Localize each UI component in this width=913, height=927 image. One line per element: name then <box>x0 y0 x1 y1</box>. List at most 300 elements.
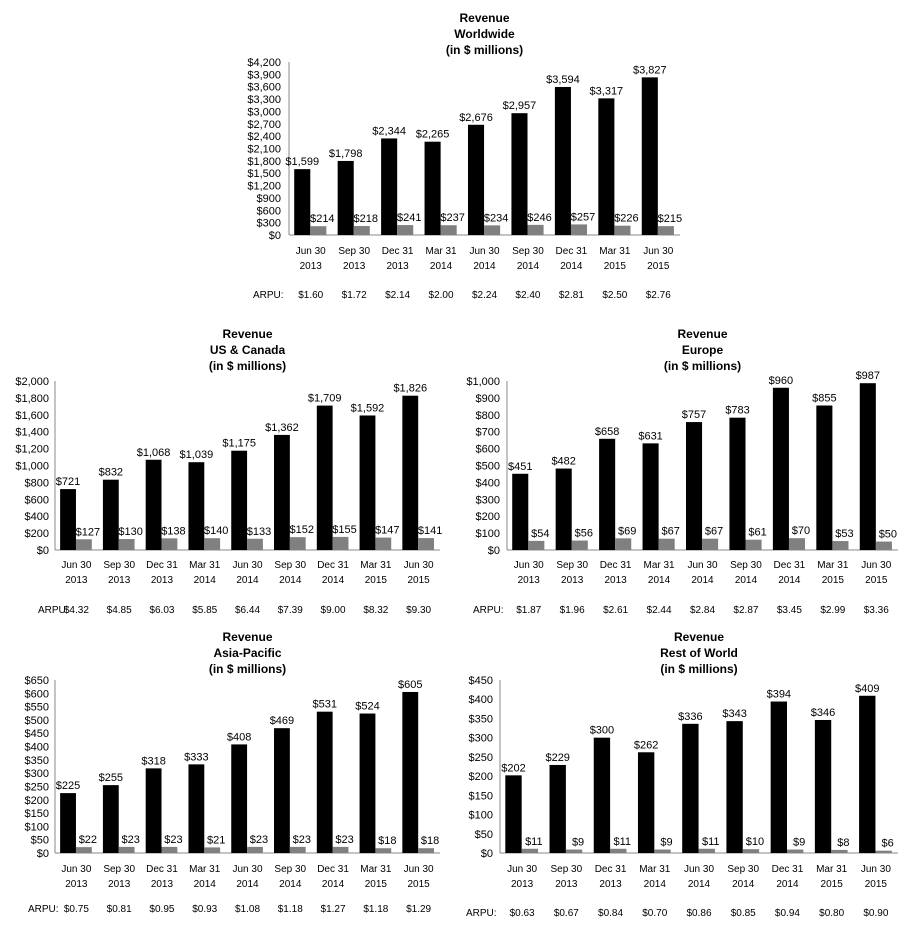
revenue-data-label: $202 <box>501 762 526 775</box>
x-tick-label: 2015 <box>647 261 670 272</box>
revenue-bar <box>773 388 789 550</box>
x-tick-label: Sep 30 <box>512 246 544 257</box>
y-tick-label: $1,600 <box>15 409 49 422</box>
x-tick-label: Jun 30 <box>683 864 715 875</box>
y-tick-label: $1,000 <box>15 460 49 473</box>
y-tick-label: $1,400 <box>15 426 49 439</box>
secondary-data-label: $237 <box>440 212 465 225</box>
y-tick-label: $100 <box>468 809 493 822</box>
revenue-data-label: $469 <box>269 715 295 728</box>
x-tick-label: 2014 <box>560 261 583 272</box>
revenue-data-label: $225 <box>55 780 81 793</box>
secondary-data-label: $18 <box>420 835 440 848</box>
secondary-data-label: $155 <box>332 523 357 536</box>
secondary-data-label: $257 <box>570 211 596 224</box>
x-tick-label: Jun 30 <box>687 560 718 571</box>
revenue-bar <box>511 113 527 235</box>
secondary-bar <box>290 847 306 853</box>
arpu-value: $2.14 <box>385 290 411 301</box>
y-tick-label: $1,800 <box>247 155 281 168</box>
x-tick-label: Sep 30 <box>274 560 307 571</box>
arpu-value: $2.87 <box>733 605 759 616</box>
x-tick-label: Mar 31 <box>817 560 849 571</box>
arpu-value: $1.18 <box>277 904 303 915</box>
y-tick-label: $200 <box>24 528 49 541</box>
y-tick-label: $350 <box>468 713 493 726</box>
y-tick-label: $800 <box>24 477 49 490</box>
x-tick-label: 2013 <box>561 575 584 586</box>
x-tick-label: 2013 <box>299 261 322 272</box>
secondary-bar <box>119 847 135 853</box>
x-tick-label: 2014 <box>279 575 302 586</box>
y-tick-label: $250 <box>468 751 493 764</box>
secondary-bar <box>528 541 544 550</box>
revenue-data-label: $2,265 <box>415 128 450 141</box>
revenue-data-label: $1,592 <box>350 402 385 415</box>
revenue-data-label: $408 <box>226 731 252 744</box>
secondary-data-label: $9 <box>793 836 806 849</box>
x-tick-label: 2014 <box>691 575 714 586</box>
y-tick-label: $400 <box>475 477 500 490</box>
chart-europe <box>466 327 898 616</box>
secondary-bar <box>699 849 715 853</box>
secondary-data-label: $23 <box>164 833 183 846</box>
y-tick-label: $450 <box>468 675 493 687</box>
arpu-label: ARPU: <box>253 290 284 301</box>
y-tick-label: $2,700 <box>247 118 281 131</box>
arpu-value: $0.93 <box>192 904 218 915</box>
revenue-bar <box>555 87 571 235</box>
secondary-bar <box>290 537 306 550</box>
y-tick-label: $400 <box>24 741 49 754</box>
revenue-bar <box>103 785 119 853</box>
secondary-bar <box>566 850 582 853</box>
revenue-bar <box>505 775 521 853</box>
x-tick-label: Dec 31 <box>599 560 632 571</box>
x-tick-label: 2015 <box>864 879 888 890</box>
revenue-bar <box>815 720 831 853</box>
x-tick-label: Jun 30 <box>61 560 92 571</box>
revenue-data-label: $1,068 <box>136 446 171 459</box>
secondary-bar <box>397 225 413 235</box>
y-tick-label: $600 <box>24 494 49 507</box>
secondary-bar <box>654 850 670 853</box>
arpu-value: $2.40 <box>515 290 541 301</box>
secondary-data-label: $53 <box>835 528 854 541</box>
secondary-bar <box>831 850 847 853</box>
x-tick-label: 2015 <box>407 879 430 890</box>
chart-title-line: (in $ millions) <box>208 662 287 676</box>
x-tick-label: Mar 31 <box>189 560 221 571</box>
x-tick-label: Mar 31 <box>639 864 671 875</box>
secondary-bar <box>659 539 675 550</box>
x-tick-label: Mar 31 <box>816 864 848 875</box>
secondary-bar <box>789 538 805 550</box>
x-tick-label: 2014 <box>778 575 801 586</box>
x-tick-label: 2013 <box>108 575 131 586</box>
secondary-bar <box>204 538 220 550</box>
secondary-data-label: $56 <box>574 527 593 540</box>
revenue-data-label: $1,798 <box>328 147 363 160</box>
secondary-bar <box>875 851 891 853</box>
arpu-value: $1.87 <box>516 605 542 616</box>
revenue-bar <box>60 793 76 853</box>
revenue-bar <box>550 765 566 853</box>
y-tick-label: $0 <box>487 545 500 557</box>
arpu-value: $3.45 <box>776 605 802 616</box>
revenue-data-label: $1,175 <box>222 437 256 450</box>
revenue-bar <box>643 443 659 550</box>
y-tick-label: $200 <box>468 771 493 784</box>
x-tick-label: 2015 <box>865 575 888 586</box>
x-tick-label: Dec 31 <box>773 560 806 571</box>
chart-worldwide <box>247 11 682 301</box>
revenue-bar <box>425 142 441 235</box>
secondary-data-label: $6 <box>881 837 894 850</box>
revenue-data-label: $2,957 <box>502 100 537 113</box>
x-tick-label: 2015 <box>407 575 430 586</box>
secondary-bar <box>119 539 135 550</box>
secondary-bar <box>658 226 674 235</box>
y-tick-label: $0 <box>480 848 493 860</box>
secondary-data-label: $70 <box>791 525 811 538</box>
x-tick-label: 2014 <box>321 879 345 890</box>
x-tick-label: 2013 <box>65 575 88 586</box>
revenue-bar <box>360 714 376 853</box>
revenue-bar <box>594 738 610 853</box>
y-tick-label: $50 <box>30 834 49 847</box>
revenue-bar <box>274 435 290 550</box>
revenue-bar <box>60 489 76 550</box>
secondary-data-label: $226 <box>614 212 639 225</box>
y-tick-label: $0 <box>36 848 49 860</box>
y-tick-label: $1,200 <box>15 443 49 456</box>
revenue-bar <box>726 721 742 853</box>
x-tick-label: 2014 <box>193 575 216 586</box>
x-tick-label: Sep 30 <box>730 560 762 571</box>
arpu-value: $4.85 <box>106 605 132 616</box>
y-tick-label: $1,200 <box>247 180 281 193</box>
arpu-value: $8.32 <box>363 605 389 616</box>
revenue-data-label: $757 <box>681 409 707 422</box>
revenue-data-label: $3,827 <box>632 64 667 77</box>
x-tick-label: 2013 <box>555 879 578 890</box>
secondary-bar <box>572 541 588 550</box>
revenue-bar <box>402 396 418 550</box>
x-tick-label: 2014 <box>236 575 259 586</box>
revenue-data-label: $394 <box>766 688 792 701</box>
arpu-value: $2.44 <box>646 605 672 616</box>
x-tick-label: 2015 <box>364 575 387 586</box>
x-tick-label: 2014 <box>516 261 540 272</box>
x-tick-label: 2013 <box>150 879 174 890</box>
y-tick-label: $1,800 <box>15 392 49 405</box>
arpu-value: $0.81 <box>106 904 132 915</box>
secondary-data-label: $138 <box>161 525 186 538</box>
x-tick-label: Jun 30 <box>403 864 434 875</box>
x-tick-label: 2015 <box>364 879 387 890</box>
revenue-bar <box>598 98 614 235</box>
secondary-bar <box>247 847 263 853</box>
x-tick-label: 2014 <box>647 575 671 586</box>
revenue-data-label: $2,676 <box>459 111 493 124</box>
y-tick-label: $600 <box>24 688 49 701</box>
x-tick-label: 2013 <box>599 879 622 890</box>
x-tick-label: Dec 31 <box>381 246 414 257</box>
arpu-value: $0.67 <box>553 908 579 919</box>
secondary-data-label: $23 <box>292 833 311 846</box>
revenue-data-label: $482 <box>551 455 576 468</box>
secondary-data-label: $67 <box>704 525 724 538</box>
secondary-data-label: $218 <box>353 213 379 226</box>
secondary-data-label: $9 <box>660 836 673 849</box>
arpu-value: $2.50 <box>602 290 628 301</box>
arpu-value: $1.27 <box>320 904 346 915</box>
revenue-data-label: $300 <box>589 724 615 737</box>
revenue-data-label: $3,594 <box>546 73 580 86</box>
arpu-value: $9.30 <box>406 605 432 616</box>
x-tick-label: Mar 31 <box>599 246 631 257</box>
secondary-bar <box>614 226 630 235</box>
x-tick-label: Jun 30 <box>403 560 434 571</box>
chart-asia-pacific <box>25 630 440 915</box>
revenue-data-label: $336 <box>678 710 703 723</box>
x-tick-label: Jun 30 <box>295 246 326 257</box>
revenue-bar <box>638 752 654 853</box>
secondary-data-label: $11 <box>525 835 543 848</box>
revenue-bar <box>294 169 310 235</box>
arpu-label: ARPU: <box>38 605 69 616</box>
arpu-value: $1.60 <box>298 290 324 301</box>
x-tick-label: Dec 31 <box>317 560 349 571</box>
arpu-value: $0.80 <box>819 908 845 919</box>
y-tick-label: $200 <box>475 511 500 524</box>
secondary-data-label: $8 <box>837 836 850 849</box>
y-tick-label: $100 <box>24 821 49 834</box>
secondary-bar <box>76 847 92 853</box>
secondary-data-label: $18 <box>378 835 397 848</box>
arpu-value: $0.95 <box>149 904 175 915</box>
revenue-data-label: $318 <box>141 755 166 768</box>
x-tick-label: 2015 <box>821 575 844 586</box>
secondary-data-label: $133 <box>246 525 272 538</box>
revenue-bar <box>816 406 832 550</box>
x-tick-label: 2015 <box>603 261 626 272</box>
chart-rest-of-world <box>466 630 898 919</box>
y-tick-label: $600 <box>256 205 281 218</box>
arpu-value: $2.99 <box>820 605 846 616</box>
arpu-value: $7.39 <box>277 605 303 616</box>
secondary-bar <box>832 541 848 550</box>
x-tick-label: Jun 30 <box>507 864 538 875</box>
arpu-value: $2.84 <box>689 605 716 616</box>
x-tick-label: 2014 <box>734 575 758 586</box>
revenue-data-label: $346 <box>810 706 836 719</box>
arpu-value: $9.00 <box>320 605 346 616</box>
chart-title-line: Revenue <box>677 327 728 341</box>
revenue-data-label: $333 <box>184 751 209 764</box>
secondary-data-label: $147 <box>375 524 400 537</box>
arpu-value: $1.08 <box>234 904 261 915</box>
revenue-bar <box>317 712 333 853</box>
revenue-data-label: $605 <box>398 678 423 691</box>
chart-title-line: (in $ millions) <box>445 43 524 57</box>
x-tick-label: 2013 <box>343 261 366 272</box>
secondary-data-label: $54 <box>531 527 550 540</box>
x-tick-label: Dec 31 <box>594 864 627 875</box>
secondary-bar <box>310 226 326 235</box>
y-tick-label: $300 <box>468 732 493 745</box>
secondary-bar <box>204 847 220 853</box>
secondary-bar <box>333 847 349 853</box>
x-tick-label: 2013 <box>604 575 627 586</box>
revenue-bar <box>556 469 572 550</box>
revenue-bar <box>188 462 204 550</box>
secondary-bar <box>876 542 892 550</box>
secondary-bar <box>441 225 457 235</box>
secondary-data-label: $241 <box>396 212 422 225</box>
x-tick-label: Dec 31 <box>555 246 588 257</box>
y-tick-label: $400 <box>468 694 493 707</box>
revenue-bar <box>729 418 745 550</box>
x-tick-label: Mar 31 <box>643 560 675 571</box>
y-tick-label: $4,200 <box>247 57 281 69</box>
arpu-value: $1.29 <box>406 904 432 915</box>
secondary-bar <box>743 849 759 853</box>
secondary-bar <box>702 539 718 550</box>
revenue-data-label: $1,709 <box>307 392 342 405</box>
secondary-data-label: $21 <box>207 834 226 847</box>
x-tick-label: Dec 31 <box>771 864 804 875</box>
x-tick-label: Jun 30 <box>61 864 92 875</box>
chart-title-line: (in $ millions) <box>663 359 742 373</box>
revenue-bar <box>188 764 204 853</box>
x-tick-label: 2014 <box>279 879 302 890</box>
x-tick-label: Sep 30 <box>338 246 371 257</box>
secondary-bar <box>528 225 544 235</box>
arpu-label: ARPU: <box>473 605 504 616</box>
arpu-value: $0.63 <box>509 908 535 919</box>
y-tick-label: $200 <box>24 794 49 807</box>
revenue-data-label: $343 <box>722 708 747 721</box>
x-tick-label: 2013 <box>108 879 131 890</box>
chart-title-line: Europe <box>681 343 724 357</box>
x-tick-label: 2014 <box>429 261 453 272</box>
x-tick-label: Sep 30 <box>274 864 307 875</box>
y-tick-label: $300 <box>256 217 281 230</box>
secondary-bar <box>418 848 434 853</box>
revenue-bar <box>859 696 875 853</box>
secondary-data-label: $152 <box>289 524 315 537</box>
revenue-data-label: $2,344 <box>372 125 406 138</box>
x-tick-label: 2013 <box>517 575 540 586</box>
x-tick-label: Dec 31 <box>317 864 349 875</box>
secondary-data-label: $246 <box>527 211 552 224</box>
secondary-data-label: $11 <box>701 835 720 848</box>
chart-title-line: Revenue <box>459 11 510 25</box>
arpu-value: $2.76 <box>645 290 671 301</box>
chart-title-line: Revenue <box>222 630 273 644</box>
chart-title-line: Rest of World <box>660 646 738 660</box>
x-tick-label: Dec 31 <box>146 864 178 875</box>
y-tick-label: $700 <box>475 426 500 439</box>
revenue-bar <box>146 460 162 550</box>
x-tick-label: 2013 <box>150 575 174 586</box>
arpu-value: $0.90 <box>863 908 889 919</box>
secondary-bar <box>162 538 178 550</box>
revenue-data-label: $3,317 <box>589 85 624 98</box>
arpu-value: $2.24 <box>471 290 498 301</box>
chart-us-canada <box>15 327 442 616</box>
y-tick-label: $150 <box>468 790 493 803</box>
y-tick-label: $0 <box>36 545 49 557</box>
x-tick-label: 2014 <box>193 879 216 890</box>
secondary-bar <box>375 538 391 550</box>
x-tick-label: Sep 30 <box>556 560 589 571</box>
secondary-data-label: $69 <box>618 525 637 538</box>
revenue-data-label: $1,362 <box>265 421 299 434</box>
revenue-data-label: $262 <box>633 739 659 752</box>
secondary-data-label: $215 <box>657 213 683 226</box>
secondary-data-label: $61 <box>748 526 767 539</box>
secondary-data-label: $127 <box>75 526 101 539</box>
revenue-bar <box>860 383 876 550</box>
arpu-value: $2.00 <box>428 290 454 301</box>
chart-title-line: Revenue <box>673 630 725 644</box>
revenue-bar <box>642 77 658 235</box>
y-tick-label: $100 <box>475 528 500 541</box>
y-tick-label: $250 <box>24 781 49 794</box>
chart-title-line: (in $ millions) <box>660 662 738 676</box>
arpu-value: $2.61 <box>603 605 629 616</box>
arpu-value: $1.72 <box>341 290 367 301</box>
chart-title-line: (in $ millions) <box>208 359 287 373</box>
revenue-data-label: $229 <box>545 751 570 764</box>
arpu-value: $1.18 <box>363 904 389 915</box>
x-tick-label: 2014 <box>643 879 666 890</box>
x-tick-label: Jun 30 <box>469 246 500 257</box>
arpu-value: $3.36 <box>863 605 889 616</box>
y-tick-label: $900 <box>475 392 500 405</box>
secondary-data-label: $23 <box>121 833 140 846</box>
revenue-data-label: $855 <box>812 392 837 405</box>
x-tick-label: Dec 31 <box>146 560 178 571</box>
revenue-data-label: $783 <box>725 404 750 417</box>
y-tick-label: $900 <box>256 192 281 205</box>
revenue-bar <box>231 451 247 550</box>
secondary-bar <box>162 847 178 853</box>
revenue-bar <box>402 692 418 853</box>
arpu-value: $0.70 <box>642 908 668 919</box>
y-tick-label: $500 <box>475 460 500 473</box>
y-tick-label: $50 <box>474 828 493 841</box>
revenue-data-label: $451 <box>508 460 533 473</box>
x-tick-label: Sep 30 <box>550 864 583 875</box>
secondary-data-label: $50 <box>878 528 898 541</box>
secondary-data-label: $23 <box>249 833 269 846</box>
y-tick-label: $0 <box>268 230 281 242</box>
revenue-bar <box>360 415 376 550</box>
y-tick-label: $3,000 <box>247 106 281 119</box>
secondary-bar <box>247 539 263 550</box>
x-tick-label: 2014 <box>687 879 711 890</box>
revenue-data-label: $1,826 <box>393 382 428 395</box>
secondary-data-label: $234 <box>483 212 509 225</box>
x-tick-label: 2014 <box>776 879 799 890</box>
secondary-bar <box>522 849 538 853</box>
x-tick-label: Jun 30 <box>643 246 674 257</box>
secondary-data-label: $67 <box>661 525 680 538</box>
